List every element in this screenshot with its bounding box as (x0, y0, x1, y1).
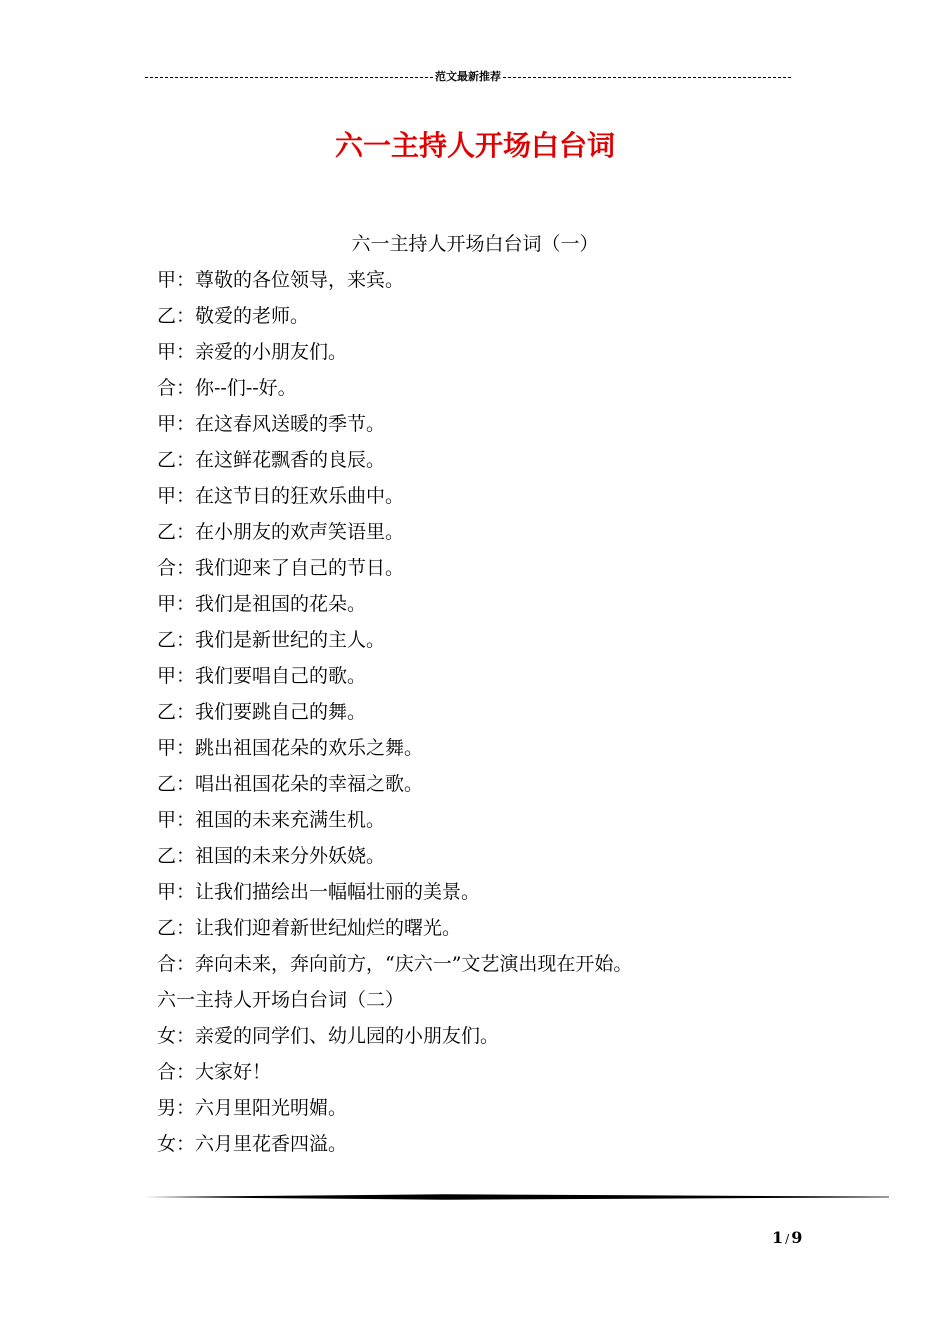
script-lines (157, 262, 632, 1162)
script-line: 甲：我们要唱自己的歌。 (157, 665, 367, 687)
section-subtitle: 六一主持人开场白台词（一） (351, 233, 599, 255)
script-line: 六一主持人开场白台词（二） (157, 989, 405, 1011)
script-line: 女：亲爱的同学们、幼儿园的小朋友们。 (157, 1025, 500, 1047)
script-line: 甲：让我们描绘出一幅幅壮丽的美景。 (157, 881, 481, 903)
script-line: 乙：在这鲜花飘香的良辰。 (157, 449, 386, 471)
script-line: 甲：我们是祖国的花朵。 (157, 593, 367, 615)
script-line: 乙：祖国的未来分外妖娆。 (157, 845, 386, 867)
script-line: 甲：尊敬的各位领导，来宾。 (157, 269, 405, 291)
script-line: 甲：亲爱的小朋友们。 (157, 341, 348, 363)
document-title: 六一主持人开场白台词 (334, 129, 615, 162)
script-line: 合：奔向未来，奔向前方，“庆六一”文艺演出现在开始。 (157, 953, 633, 975)
page-current: 1 (772, 1228, 784, 1247)
page-separator: / (785, 1232, 790, 1246)
page-number (772, 1226, 802, 1251)
page-header (145, 70, 791, 84)
script-line: 甲：跳出祖国花朵的欢乐之舞。 (157, 737, 424, 759)
script-line: 乙：让我们迎着新世纪灿烂的曙光。 (157, 917, 462, 939)
script-line: 合：大家好！ (157, 1061, 272, 1083)
script-line: 合：我们迎来了自己的节日。 (157, 557, 405, 579)
script-line: 男：六月里阳光明媚。 (157, 1097, 348, 1119)
header-dash-left (145, 77, 433, 78)
page-total: 9 (791, 1228, 803, 1247)
script-line: 甲：在这节日的狂欢乐曲中。 (157, 485, 405, 507)
footer-rule (145, 1194, 889, 1200)
script-line: 乙：我们是新世纪的主人。 (157, 629, 386, 651)
header-dash-right (503, 77, 791, 78)
script-line: 乙：在小朋友的欢声笑语里。 (157, 521, 405, 543)
script-line: 乙：敬爱的老师。 (157, 305, 310, 327)
script-line: 甲：祖国的未来充满生机。 (157, 809, 386, 831)
script-line: 甲：在这春风送暖的季节。 (157, 413, 386, 435)
script-line: 乙：我们要跳自己的舞。 (157, 701, 367, 723)
script-line: 乙：唱出祖国花朵的幸福之歌。 (157, 773, 424, 795)
header-label: 范文最新推荐 (435, 70, 501, 83)
script-line: 女：六月里花香四溢。 (157, 1133, 348, 1155)
script-line: 合：你--们--好。 (157, 377, 297, 399)
